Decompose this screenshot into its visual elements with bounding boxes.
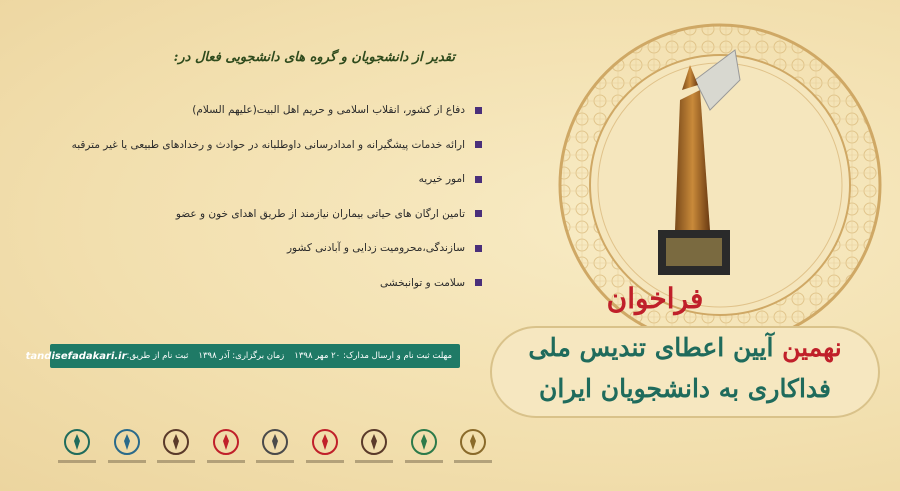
- jihad-emblem-icon: [260, 427, 290, 457]
- logo-caption: [108, 460, 146, 463]
- list-item-text: سازندگی،محرومیت زدایی و آبادنی کشور: [286, 242, 465, 255]
- sponsor-logo: [204, 423, 248, 467]
- student-organization-icon: [62, 427, 92, 457]
- logo-caption: [405, 460, 443, 463]
- logo-caption: [207, 460, 245, 463]
- criteria-list: [12, 93, 482, 300]
- logo-caption: [58, 460, 96, 463]
- logo-caption: [256, 460, 294, 463]
- emblem-of-iran-icon: [359, 427, 389, 457]
- website-link[interactable]: tandisefadakari.ir: [25, 350, 127, 362]
- sponsor-logo: [253, 423, 297, 467]
- heading: تقدیر از دانشجویان و گروه های دانشجویی فعال در:: [173, 50, 455, 65]
- bullet-square-icon: [475, 176, 482, 183]
- event-title-line1: [495, 333, 875, 362]
- list-item-text: امور خیریه: [418, 173, 465, 186]
- bullet-square-icon: [475, 245, 482, 252]
- sponsor-logo: [154, 423, 198, 467]
- list-item: [12, 197, 482, 232]
- info-bar: [25, 344, 460, 368]
- sponsor-logo: [303, 423, 347, 467]
- info-details: [127, 351, 452, 361]
- deadline-text: مهلت ثبت نام و ارسال مدارک: ۲۰ مهر ۱۳۹۸: [294, 351, 452, 361]
- list-item: [12, 266, 482, 301]
- list-item-text: سلامت و توانبخشی: [380, 276, 465, 289]
- call-title: فراخوان: [606, 282, 704, 315]
- blood-donation-icon: [211, 427, 241, 457]
- logo-caption: [306, 460, 344, 463]
- event-date-text: زمان برگزاری: آذر ۱۳۹۸: [198, 351, 285, 361]
- trophy-statue-icon: [640, 40, 750, 290]
- sponsor-logo: [55, 423, 99, 467]
- register-via-text: ثبت نام از طریق:: [126, 351, 189, 361]
- list-item-text: تامین ارگان های حیاتی بیماران نیازمند از طریق اهدای خون و عضو: [175, 207, 465, 220]
- sponsor-logo: [352, 423, 396, 467]
- list-item-text: دفاع از کشور، انقلاب اسلامی و حریم اهل البیت(علیهم السلام): [192, 104, 465, 117]
- list-item: [12, 128, 482, 163]
- logo-caption: [157, 460, 195, 463]
- logo-caption: [454, 460, 492, 463]
- event-title-line2: فداکاری به دانشجویان ایران: [539, 374, 831, 403]
- sponsor-logo: [105, 423, 149, 467]
- red-crescent-icon: [310, 427, 340, 457]
- list-item: [12, 231, 482, 266]
- bullet-square-icon: [475, 279, 482, 286]
- list-item-text: ارائه خدمات پیشگیرانه و امدادرسانی داوطلبانه در حوادث و رخدادهای طبیعی یا غیر مترقبه: [71, 138, 465, 151]
- organization-emblem-icon: [458, 427, 488, 457]
- list-item: [12, 93, 482, 128]
- sponsor-logo: [402, 423, 446, 467]
- university-emblem-icon: [112, 427, 142, 457]
- bullet-square-icon: [475, 210, 482, 217]
- sponsor-logos: [55, 420, 495, 470]
- welfare-emblem-icon: [409, 427, 439, 457]
- event-title-rest: آیین اعطای تندیس ملی: [528, 333, 783, 362]
- list-item: [12, 162, 482, 197]
- event-ordinal: نهمین: [782, 333, 842, 362]
- bullet-square-icon: [475, 107, 482, 114]
- sponsor-logo: [451, 423, 495, 467]
- bullet-square-icon: [475, 141, 482, 148]
- emblem-of-iran-icon: [161, 427, 191, 457]
- logo-caption: [355, 460, 393, 463]
